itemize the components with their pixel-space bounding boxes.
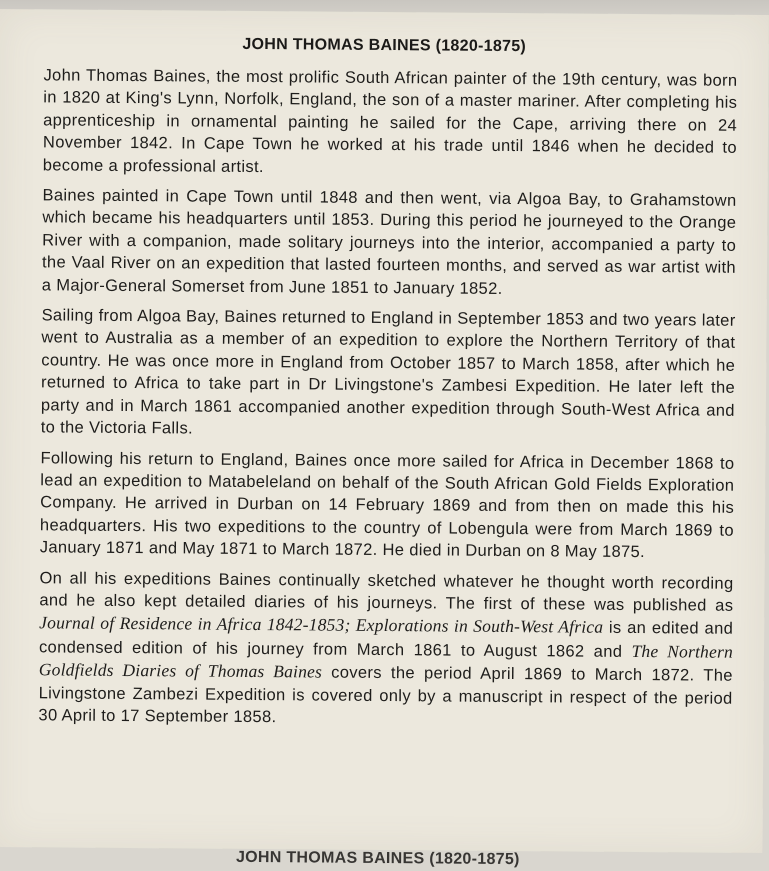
printed-page [0, 9, 769, 869]
paragraph-australia: Sailing from Algoa Bay, Baines returned to England in September 1853 and two years later went to Australia as a member of an expedition to explore the Northern Territory of that country. He was once more in England from October 1857 to March 1858, after which he returned to Africa to take part in Dr Livingstone's Zambesi Expedition. He later left the party and in March 1861 accompanied another expedition through South-West Africa and to the Victoria Falls. [40, 306, 736, 438]
paragraph-diaries [38, 567, 733, 732]
page-title: JOHN THOMAS BAINES (1820-1875) [242, 35, 527, 56]
goldfields-title: The Northern Goldfields Diaries of Thomas Baines [38, 640, 734, 682]
diaries-text-1: On all his expeditions Baines continually sketched whatever he thought worth recording and he also kept detailed diaries of his journeys. The first of these was published as [39, 568, 734, 615]
journal-title: Journal of Residence in Africa 1842-1853; Explorations in South-West Africa [39, 612, 604, 638]
paragraph-durban: Following his return to England, Baines once more sailed for Africa in December 1868 to lead an expedition to Matabeleland on behalf of the South African Gold Fields Exploration Company. He arrived in Durban on 14 February 1869 and from then on made this his headquarters. His two expeditions to the country of Lobengula were from March 1869 to January 1871 and May 1871 to March 1872. He died in Durban on 8 May 1875. [39, 448, 735, 562]
diaries-text-3: covers the period April 1869 to March 1872. The Livingstone Zambezi Expedition is covered only by a manuscript in respect of the period 30 April to 17 September 1858. [38, 663, 733, 727]
paragraph-early-life: John Thomas Baines, the most prolific South African painter of the 19th century, was born in 1820 at King's Lynn, Norfolk, England, the son of a master mariner. After completing his apprenticeship in ornamental painting he sailed for the Cape, arriving there on 24 November 1842. In Cape Town he worked at his trade until 1846 when he decided to become a professional artist. [42, 66, 738, 176]
diaries-text-2: is an edited and condensed edition of his journey from March 1861 to August 1862 and [38, 619, 734, 661]
biography-text [38, 64, 737, 740]
paragraph-grahamstown: Baines painted in Cape Town until 1848 and then went, via Algoa Bay, to Grahamstown which became his headquarters until 1853. During this period he journeyed to the Orange River with a companion, made solitary journeys into the interior, accompanied a party to the Vaal River on an expedition that lasted fourteen months, and served as war artist with a Major-General Somerset from June 1851 to January 1852. [41, 186, 737, 298]
next-page-title: JOHN THOMAS BAINES (1820-1875) [235, 848, 520, 869]
